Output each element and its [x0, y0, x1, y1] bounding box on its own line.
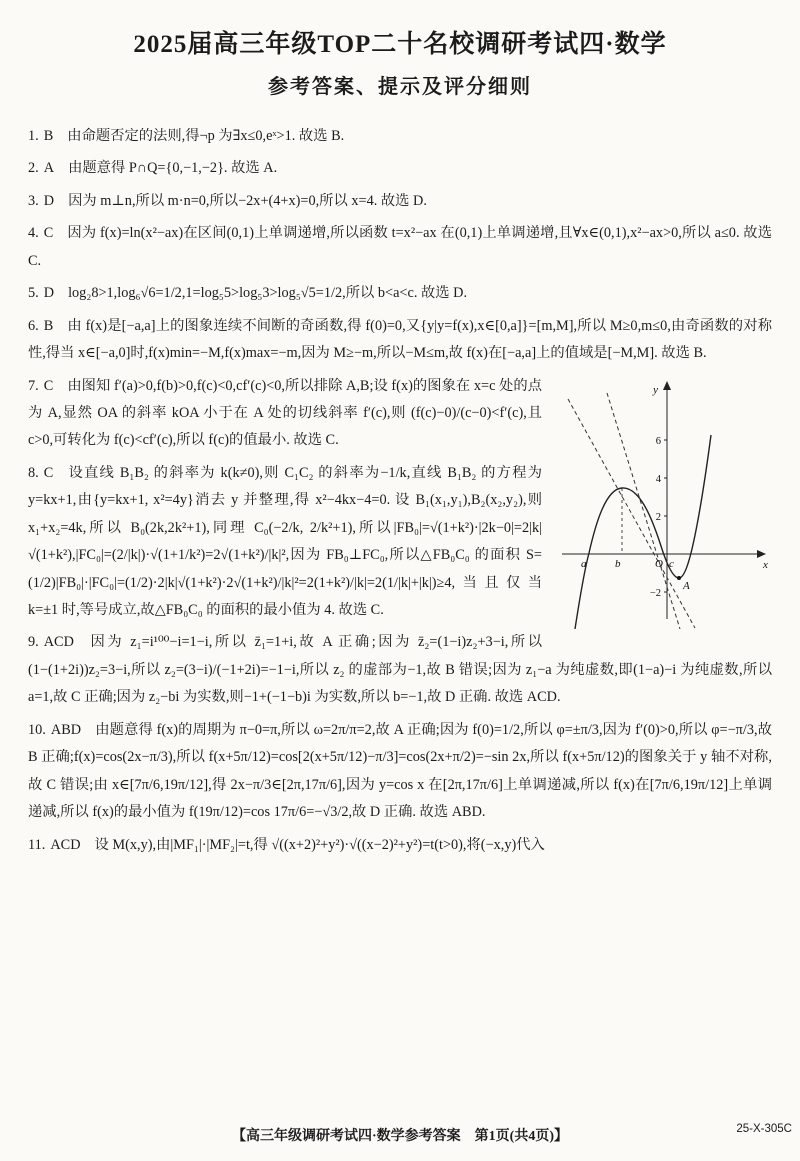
label-point-a: A	[683, 579, 690, 592]
answer-item-4	[28, 220, 772, 275]
dashed-tangent-line	[568, 399, 695, 628]
item-answer: A	[43, 160, 55, 177]
item-answer: ACD	[43, 634, 74, 651]
item-answer: C	[43, 225, 54, 242]
item-text: 由图知 f′(a)>0,f(b)>0,f(c)<0,cf′(c)<0,所以排除 A,B;设 f(x)的图象在 x=c 处的点为 A,显然 OA 的斜率 kOA 小于在 A 处的切线斜率 f′(c),则 (f(c)−0)/(c−0)<f′(c),且 c>0,可转化为 f(c)<cf′(c),所以 f(c)的值最小. 故选 C.	[28, 377, 542, 449]
tick-label-6: 6	[655, 435, 661, 447]
answer-item-9	[28, 629, 772, 711]
answer-item-2	[28, 155, 772, 182]
x-axis-label: x	[763, 558, 768, 571]
item-text: 因为 m⊥n,所以 m·n=0,所以−2x+(4+x)=0,所以 x=4. 故选 D.	[68, 192, 427, 209]
item-number: 1.	[28, 128, 39, 144]
label-b: b	[615, 557, 621, 570]
item-number: 8.	[28, 464, 39, 481]
label-c: c	[669, 557, 674, 570]
item-answer: ABD	[50, 721, 82, 738]
y-axis-label: y	[653, 383, 658, 396]
item-text: 因为 z₁=i¹⁰⁰−i=1−i,所以 z̄₁=1+i,故 A 正确;因为 z̄₂=(1−i)z₂+3−i,所以(1−(1+2i))z₂=3−i,所以 z₂=(3−i)/(−1+2i)=−1−i,所以 z₂ 的虚部为−1,故 B 错误;因为 z₁−a 为纯虚数,即(1−a)−i 为纯虚数,所以 a=1,故 C 正确;因为 z₂−bi 为实数,则−1+(−1−b)i 为实数,所以 b=−1,故 D 正确. 故选 ACD.	[28, 634, 772, 706]
item-text: 由题意得 P∩Q={0,−1,−2}. 故选 A.	[68, 160, 278, 177]
figure-function-graph	[554, 377, 772, 629]
item-number: 3.	[28, 192, 39, 209]
item-text: 由命题否定的法则,得¬p 为∃x≤0,eˣ>1. 故选 B.	[67, 128, 345, 144]
answer-item-3	[28, 188, 772, 215]
document-code: 25-X-305C	[736, 1123, 792, 1135]
answer-item-11	[28, 832, 772, 859]
footer-text: 【高三年级调研考试四·数学参考答案 第1页(共4页)】	[232, 1129, 568, 1144]
page-subtitle: 参考答案、提示及评分细则	[268, 76, 532, 98]
item-number: 10.	[28, 721, 46, 738]
item-answer: C	[43, 377, 54, 394]
item-number: 11.	[28, 836, 46, 853]
item-number: 2.	[28, 160, 39, 177]
function-graph-svg	[554, 377, 772, 629]
item-text: 由 f(x)是[−a,a]上的图象连续不间断的奇函数,得 f(0)=0,又{y|y=f(x),x∈[0,a]}=[m,M],所以 M≥0,m≤0,由奇函数的对称性,得当 x∈[−a,0]时,f(x)min=−M,f(x)max=−m,因为 M≥−m,所以−M≤m,故 f(x)在[−a,a]上的值域是[−M,M]. 故选 B.	[28, 317, 772, 362]
item-answer: ACD	[50, 836, 81, 853]
answer-item-1	[28, 123, 772, 150]
item-text: log₂8>1,log₆√6=1/2,1=log₅5>log₅3>log₅√5=1/2,所以 b<a<c. 故选 D.	[68, 285, 468, 302]
item-answer: C	[43, 464, 54, 481]
tick-label-neg2: −2	[649, 587, 661, 599]
item-answer: D	[43, 285, 55, 302]
item-answer: D	[43, 192, 55, 209]
point-a-marker	[677, 576, 681, 580]
label-origin: O	[655, 557, 663, 570]
answer-item-10	[28, 717, 772, 827]
dashed-secant-line	[607, 393, 680, 629]
item-answer: B	[43, 128, 54, 144]
item-number: 4.	[28, 225, 39, 242]
item-text: 由题意得 f(x)的周期为 π−0=π,所以 ω=2π/π=2,故 A 正确;因为 f(0)=1/2,所以 φ=±π/3,因为 f′(0)>0,所以 φ=−π/3,故 B 正确;f(x)=cos(2x−π/3),所以 f(x+5π/12)=cos[2(x+5π/12)−π/3]=cos(2x+π/2)=−sin 2x,所以 f(x+5π/12)的图象关于 y 轴不对称,故 C 错误;由 x∈[7π/6,19π/12],得 2x−π/3∈[2π,17π/6],因为 y=cos x 在[2π,17π/6]上单调递减,所以 f(x)在[7π/6,19π/12]上单调递减,所以 f(x)的最小值为 f(19π/12)=cos 17π/6=−√3/2,故 D 正确. 故选 ABD.	[28, 721, 772, 821]
item-answer: B	[43, 317, 54, 334]
tick-label-2: 2	[655, 511, 661, 523]
answer-item-6	[28, 313, 772, 368]
item-number: 7.	[28, 377, 39, 394]
function-curve	[575, 435, 711, 629]
item-text: 因为 f(x)=ln(x²−ax)在区间(0,1)上单调递增,所以函数 t=x²−ax 在(0,1)上单调递增,且∀x∈(0,1),x²−ax>0,所以 a≤0. 故选 C.	[28, 225, 772, 269]
page-footer	[0, 1125, 800, 1145]
x-axis-arrow	[757, 550, 766, 558]
item-text: 设直线 B₁B₂ 的斜率为 k(k≠0),则 C₁C₂ 的斜率为−1/k,直线 B₁B₂ 的方程为 y=kx+1,由{y=kx+1, x²=4y}消去 y 并整理,得 x²−4kx−4=0. 设 B₁(x₁,y₁),B₂(x₂,y₂),则 x₁+x₂=4k,所以 B₀(2k,2k²+1),同理 C₀(−2/k, 2/k²+1),所以|FB₀|=√(1+k²)·|2k−0|=2|k|√(1+k²),|FC₀|=(2/|k|)·√(1+1/k²)=2√(1+k²)/|k|²,因为 FB₀⊥FC₀,所以△FB₀C₀ 的面积 S=(1/2)|FB₀|·|FC₀|=(1/2)·2|k|√(1+k²)·2√(1+k²)/|k|²=2(1+k²)/|k|=2(1/|k|+|k|)≥4,当且仅当 k=±1 时,等号成立,故△FB₀C₀ 的面积的最小值为 4. 故选 C.	[28, 464, 542, 618]
label-a: a	[581, 557, 587, 570]
page-title: 2025届高三年级TOP二十名校调研考试四·数学	[133, 31, 667, 58]
item-number: 6.	[28, 317, 39, 334]
answer-item-5	[28, 280, 772, 307]
answer-items	[28, 123, 772, 859]
y-axis-arrow	[663, 381, 671, 390]
item-number: 9.	[28, 634, 39, 651]
item-number: 5.	[28, 285, 39, 302]
tick-label-4: 4	[655, 473, 661, 485]
item-text: 设 M(x,y),由|MF₁|·|MF₂|=t,得 √((x+2)²+y²)·√((x−2)²+y²)=t(t>0),将(−x,y)代入	[94, 836, 545, 853]
